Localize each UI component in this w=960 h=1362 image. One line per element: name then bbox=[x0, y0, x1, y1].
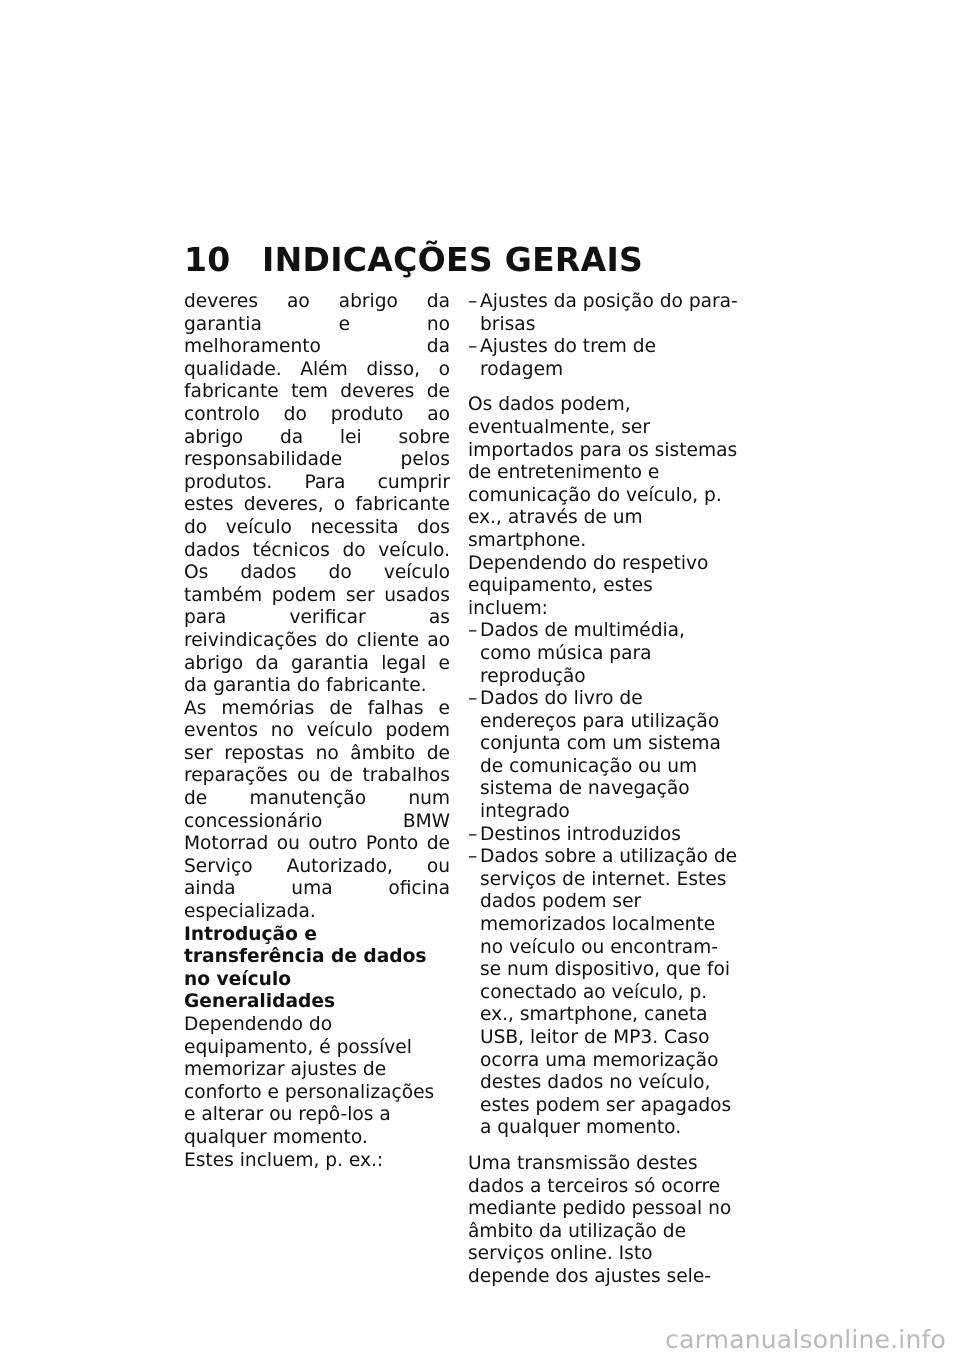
page-number: 10 bbox=[184, 240, 231, 279]
dash-icon: – bbox=[468, 291, 478, 312]
watermark: carmanualsonline.info bbox=[665, 1325, 946, 1354]
left-paragraph-2: As memórias de falhas e eventos no veículo podem ser repostas no âmbito de reparações ou de trabalhos de manutenção num concessionário BMW Motorrad ou outro Ponto de Serviço Autorizado, ou ainda uma oficina especializada. bbox=[184, 697, 450, 923]
right-paragraph-1: Os dados podem, eventualmente, ser importados para os sistemas de entretenimento e comunicação do veículo, p. ex., através de um smartphone. bbox=[468, 394, 738, 551]
left-column bbox=[184, 291, 450, 1172]
imported-data-list bbox=[468, 620, 738, 1140]
left-paragraph-1: deveres ao abrigo da garantia e no melhoramento da qualidade. Além disso, o fabricante tem deveres de controlo do produto ao abrigo da lei sobre responsabilidade pelos produtos. Para cumprir estes deveres, o fabricante do veículo necessita dos dados técnicos do veículo. Os dados do veículo também podem ser usados para verificar as reivindicações do cliente ao abrigo da garantia legal e da garantia do fabricante. bbox=[184, 291, 450, 697]
chapter-title: INDICAÇÕES GERAIS bbox=[262, 240, 644, 279]
right-column bbox=[468, 291, 738, 1289]
dash-icon: – bbox=[468, 688, 478, 710]
dash-icon: – bbox=[468, 336, 478, 358]
right-paragraph-3: Uma transmissão destes dados a terceiros só ocorre mediante pedido pessoal no âmbito da utilização de serviços online. Isto depende dos ajustes sele- bbox=[468, 1152, 732, 1287]
list-item: – Destinos introduzidos bbox=[468, 823, 681, 845]
right-paragraph-2: Dependendo do respetivo equipamento, estes incluem: bbox=[468, 552, 709, 619]
list-item: – Ajustes do trem de rodagem bbox=[468, 336, 657, 380]
list-item: – Dados sobre a utilização de serviços de internet. Estes dados podem ser memorizados localmente no veículo ou encontram-se num dispositivo, que foi conectado ao veículo, p. ex., smartphone, caneta USB, leitor de MP3. Caso ocorra uma memorização destes dados no veículo, estes podem ser apagados a qualquer momento. bbox=[468, 846, 738, 1139]
left-paragraph-4: Estes incluem, p. ex.: bbox=[184, 1149, 384, 1171]
dash-icon: – bbox=[468, 620, 478, 642]
settings-list bbox=[468, 291, 738, 381]
section-heading: Introdução e transferência de dados no veículo bbox=[184, 923, 427, 990]
page-title bbox=[184, 240, 643, 280]
dash-icon: – bbox=[468, 823, 478, 845]
left-paragraph-3: Dependendo do equipamento, é possível memorizar ajustes de conforto e personalizações e alterar ou repô-los a qualquer momento. bbox=[184, 1014, 435, 1148]
dash-icon: – bbox=[468, 846, 478, 868]
list-item: – Dados do livro de endereços para utilização conjunta com um sistema de comunicação ou um sistema de navegação integrado bbox=[468, 688, 721, 823]
list-item: – Ajustes da posição do para-brisas bbox=[468, 291, 738, 335]
list-item: – Dados de multimédia, como música para reprodução bbox=[468, 620, 685, 687]
sub-heading: Generalidades bbox=[184, 991, 336, 1013]
